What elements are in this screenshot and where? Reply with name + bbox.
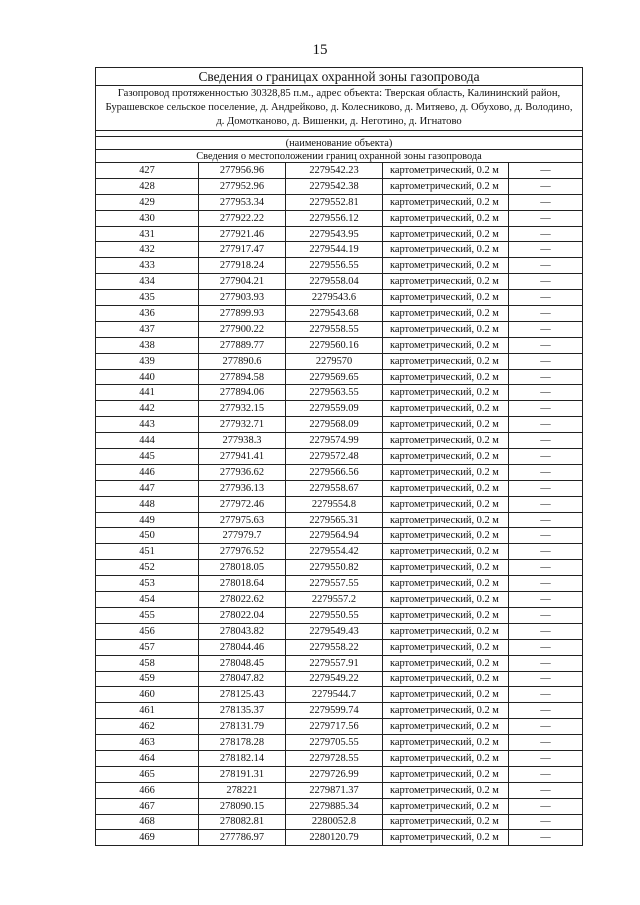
table-row — [96, 750, 583, 766]
x-coordinate-cell: 277936.13 — [199, 480, 286, 496]
description-cell: — — [509, 321, 583, 337]
description-cell: — — [509, 274, 583, 290]
point-number-cell: 436 — [96, 306, 199, 322]
y-coordinate-cell: 2279544.7 — [286, 687, 383, 703]
description-cell: — — [509, 290, 583, 306]
description-cell: — — [509, 592, 583, 608]
point-number-cell: 446 — [96, 464, 199, 480]
y-coordinate-cell: 2279565.31 — [286, 512, 383, 528]
table-row — [96, 210, 583, 226]
point-number-cell: 429 — [96, 194, 199, 210]
description-cell: — — [509, 687, 583, 703]
method-accuracy-cell: картометрический, 0.2 м — [383, 766, 509, 782]
description-cell: — — [509, 337, 583, 353]
point-number-cell: 430 — [96, 210, 199, 226]
point-number-cell: 468 — [96, 814, 199, 830]
method-accuracy-cell: картометрический, 0.2 м — [383, 163, 509, 179]
y-coordinate-cell: 2279599.74 — [286, 703, 383, 719]
method-accuracy-cell: картометрический, 0.2 м — [383, 830, 509, 846]
title-row — [96, 68, 583, 86]
table-row — [96, 306, 583, 322]
table-row — [96, 766, 583, 782]
point-number-cell: 448 — [96, 496, 199, 512]
method-accuracy-cell: картометрический, 0.2 м — [383, 353, 509, 369]
x-coordinate-cell: 277979.7 — [199, 528, 286, 544]
y-coordinate-cell: 2279560.16 — [286, 337, 383, 353]
table-row — [96, 687, 583, 703]
point-number-cell: 437 — [96, 321, 199, 337]
point-number-cell: 447 — [96, 480, 199, 496]
table-row — [96, 496, 583, 512]
y-coordinate-cell: 2279728.55 — [286, 750, 383, 766]
x-coordinate-cell: 278131.79 — [199, 719, 286, 735]
description-cell: — — [509, 385, 583, 401]
table-row — [96, 655, 583, 671]
table-row — [96, 735, 583, 751]
y-coordinate-cell: 2279572.48 — [286, 449, 383, 465]
description-cell: — — [509, 178, 583, 194]
x-coordinate-cell: 277975.63 — [199, 512, 286, 528]
method-accuracy-cell: картометрический, 0.2 м — [383, 480, 509, 496]
method-accuracy-cell: картометрический, 0.2 м — [383, 512, 509, 528]
point-number-cell: 464 — [96, 750, 199, 766]
y-coordinate-cell: 2280052.8 — [286, 814, 383, 830]
y-coordinate-cell: 2279543.95 — [286, 226, 383, 242]
y-coordinate-cell: 2279542.23 — [286, 163, 383, 179]
x-coordinate-cell: 278018.05 — [199, 560, 286, 576]
y-coordinate-cell: 2279559.09 — [286, 401, 383, 417]
description-cell: — — [509, 830, 583, 846]
x-coordinate-cell: 278125.43 — [199, 687, 286, 703]
description-cell: — — [509, 623, 583, 639]
point-number-cell: 442 — [96, 401, 199, 417]
y-coordinate-cell: 2279558.04 — [286, 274, 383, 290]
point-number-cell: 460 — [96, 687, 199, 703]
table-row — [96, 274, 583, 290]
point-number-cell: 454 — [96, 592, 199, 608]
method-accuracy-cell: картометрический, 0.2 м — [383, 369, 509, 385]
table-row — [96, 576, 583, 592]
table-row — [96, 592, 583, 608]
table-row — [96, 560, 583, 576]
y-coordinate-cell: 2279556.12 — [286, 210, 383, 226]
point-number-cell: 458 — [96, 655, 199, 671]
description-cell: — — [509, 433, 583, 449]
table-row — [96, 321, 583, 337]
point-number-cell: 434 — [96, 274, 199, 290]
description-cell: — — [509, 464, 583, 480]
table-row — [96, 163, 583, 179]
method-accuracy-cell: картометрический, 0.2 м — [383, 576, 509, 592]
y-coordinate-cell: 2279885.34 — [286, 798, 383, 814]
description-cell: — — [509, 353, 583, 369]
method-accuracy-cell: картометрический, 0.2 м — [383, 655, 509, 671]
description-cell: — — [509, 655, 583, 671]
y-coordinate-cell: 2279563.55 — [286, 385, 383, 401]
table-row — [96, 814, 583, 830]
point-number-cell: 444 — [96, 433, 199, 449]
description-cell: — — [509, 544, 583, 560]
method-accuracy-cell: картометрический, 0.2 м — [383, 194, 509, 210]
method-accuracy-cell: картометрический, 0.2 м — [383, 703, 509, 719]
table-row — [96, 782, 583, 798]
point-number-cell: 441 — [96, 385, 199, 401]
method-accuracy-cell: картометрический, 0.2 м — [383, 258, 509, 274]
point-number-cell: 451 — [96, 544, 199, 560]
description-cell: — — [509, 480, 583, 496]
method-accuracy-cell: картометрический, 0.2 м — [383, 687, 509, 703]
point-number-cell: 450 — [96, 528, 199, 544]
y-coordinate-cell: 2279552.81 — [286, 194, 383, 210]
y-coordinate-cell: 2279554.42 — [286, 544, 383, 560]
y-coordinate-cell: 2280120.79 — [286, 830, 383, 846]
description-cell: — — [509, 750, 583, 766]
x-coordinate-cell: 277786.97 — [199, 830, 286, 846]
method-accuracy-cell: картометрический, 0.2 м — [383, 782, 509, 798]
point-number-cell: 463 — [96, 735, 199, 751]
table-row — [96, 830, 583, 846]
method-accuracy-cell: картометрический, 0.2 м — [383, 210, 509, 226]
x-coordinate-cell: 277952.96 — [199, 178, 286, 194]
y-coordinate-cell: 2279564.94 — [286, 528, 383, 544]
description-cell: — — [509, 798, 583, 814]
y-coordinate-cell: 2279705.55 — [286, 735, 383, 751]
x-coordinate-cell: 278090.15 — [199, 798, 286, 814]
point-number-cell: 435 — [96, 290, 199, 306]
table-row — [96, 528, 583, 544]
description-row — [96, 86, 583, 131]
y-coordinate-cell: 2279558.67 — [286, 480, 383, 496]
x-coordinate-cell: 277894.58 — [199, 369, 286, 385]
point-number-cell: 461 — [96, 703, 199, 719]
x-coordinate-cell: 278135.37 — [199, 703, 286, 719]
table-row — [96, 385, 583, 401]
point-number-cell: 433 — [96, 258, 199, 274]
table-body — [96, 68, 583, 846]
description-cell: — — [509, 369, 583, 385]
x-coordinate-cell: 278043.82 — [199, 623, 286, 639]
table-row — [96, 544, 583, 560]
y-coordinate-cell: 2279557.2 — [286, 592, 383, 608]
description-cell: — — [509, 782, 583, 798]
y-coordinate-cell: 2279558.22 — [286, 639, 383, 655]
object-name-label: (наименование объекта) — [96, 137, 583, 150]
description-cell: — — [509, 401, 583, 417]
method-accuracy-cell: картометрический, 0.2 м — [383, 607, 509, 623]
table-row — [96, 226, 583, 242]
table-row — [96, 671, 583, 687]
method-accuracy-cell: картометрический, 0.2 м — [383, 528, 509, 544]
point-number-cell: 462 — [96, 719, 199, 735]
x-coordinate-cell: 278047.82 — [199, 671, 286, 687]
y-coordinate-cell: 2279566.56 — [286, 464, 383, 480]
method-accuracy-cell: картометрический, 0.2 м — [383, 560, 509, 576]
method-accuracy-cell: картометрический, 0.2 м — [383, 671, 509, 687]
method-accuracy-cell: картометрический, 0.2 м — [383, 449, 509, 465]
description-cell: — — [509, 576, 583, 592]
table-row — [96, 449, 583, 465]
y-coordinate-cell: 2279570 — [286, 353, 383, 369]
table-row — [96, 194, 583, 210]
description-cell: — — [509, 242, 583, 258]
point-number-cell: 432 — [96, 242, 199, 258]
method-accuracy-cell: картометрический, 0.2 м — [383, 274, 509, 290]
description-cell: — — [509, 671, 583, 687]
x-coordinate-cell: 277938.3 — [199, 433, 286, 449]
object-label-row — [96, 137, 583, 150]
table-row — [96, 719, 583, 735]
x-coordinate-cell: 277899.93 — [199, 306, 286, 322]
table-row — [96, 480, 583, 496]
x-coordinate-cell: 277918.24 — [199, 258, 286, 274]
point-number-cell: 439 — [96, 353, 199, 369]
y-coordinate-cell: 2279543.68 — [286, 306, 383, 322]
description-cell: — — [509, 258, 583, 274]
point-number-cell: 449 — [96, 512, 199, 528]
table-row — [96, 433, 583, 449]
x-coordinate-cell: 277921.46 — [199, 226, 286, 242]
method-accuracy-cell: картометрический, 0.2 м — [383, 178, 509, 194]
boundary-table — [95, 67, 583, 846]
method-accuracy-cell: картометрический, 0.2 м — [383, 226, 509, 242]
method-accuracy-cell: картометрический, 0.2 м — [383, 798, 509, 814]
x-coordinate-cell: 277972.46 — [199, 496, 286, 512]
method-accuracy-cell: картометрический, 0.2 м — [383, 385, 509, 401]
method-accuracy-cell: картометрический, 0.2 м — [383, 639, 509, 655]
description-cell: — — [509, 210, 583, 226]
description-cell: — — [509, 449, 583, 465]
table-row — [96, 607, 583, 623]
description-cell: — — [509, 719, 583, 735]
x-coordinate-cell: 277922.22 — [199, 210, 286, 226]
point-number-cell: 440 — [96, 369, 199, 385]
point-number-cell: 431 — [96, 226, 199, 242]
table-row — [96, 623, 583, 639]
x-coordinate-cell: 277917.47 — [199, 242, 286, 258]
point-number-cell: 453 — [96, 576, 199, 592]
x-coordinate-cell: 278018.64 — [199, 576, 286, 592]
y-coordinate-cell: 2279550.55 — [286, 607, 383, 623]
point-number-cell: 427 — [96, 163, 199, 179]
y-coordinate-cell: 2279557.55 — [286, 576, 383, 592]
y-coordinate-cell: 2279568.09 — [286, 417, 383, 433]
point-number-cell: 467 — [96, 798, 199, 814]
page-number: 15 — [312, 42, 328, 58]
y-coordinate-cell: 2279717.56 — [286, 719, 383, 735]
point-number-cell: 438 — [96, 337, 199, 353]
description-cell: — — [509, 735, 583, 751]
x-coordinate-cell: 278022.62 — [199, 592, 286, 608]
point-number-cell: 452 — [96, 560, 199, 576]
x-coordinate-cell: 278221 — [199, 782, 286, 798]
description-cell: — — [509, 639, 583, 655]
table-row — [96, 178, 583, 194]
point-number-cell: 459 — [96, 671, 199, 687]
table-row — [96, 242, 583, 258]
y-coordinate-cell: 2279549.43 — [286, 623, 383, 639]
x-coordinate-cell: 277932.15 — [199, 401, 286, 417]
point-number-cell: 469 — [96, 830, 199, 846]
table-row — [96, 417, 583, 433]
description-cell: — — [509, 607, 583, 623]
table-row — [96, 798, 583, 814]
method-accuracy-cell: картометрический, 0.2 м — [383, 592, 509, 608]
point-number-cell: 443 — [96, 417, 199, 433]
description-cell: — — [509, 512, 583, 528]
y-coordinate-cell: 2279544.19 — [286, 242, 383, 258]
y-coordinate-cell: 2279554.8 — [286, 496, 383, 512]
method-accuracy-cell: картометрический, 0.2 м — [383, 750, 509, 766]
y-coordinate-cell: 2279557.91 — [286, 655, 383, 671]
table-row — [96, 512, 583, 528]
method-accuracy-cell: картометрический, 0.2 м — [383, 290, 509, 306]
table-title: Сведения о границах охранной зоны газопровода — [96, 68, 583, 86]
description-cell: — — [509, 766, 583, 782]
x-coordinate-cell: 278082.81 — [199, 814, 286, 830]
point-number-cell: 456 — [96, 623, 199, 639]
description-cell: — — [509, 560, 583, 576]
table-row — [96, 258, 583, 274]
x-coordinate-cell: 278022.04 — [199, 607, 286, 623]
point-number-cell: 445 — [96, 449, 199, 465]
point-number-cell: 466 — [96, 782, 199, 798]
method-accuracy-cell: картометрический, 0.2 м — [383, 337, 509, 353]
y-coordinate-cell: 2279871.37 — [286, 782, 383, 798]
table-row — [96, 353, 583, 369]
method-accuracy-cell: картометрический, 0.2 м — [383, 306, 509, 322]
table-row — [96, 703, 583, 719]
point-number-cell: 465 — [96, 766, 199, 782]
description-cell: — — [509, 528, 583, 544]
method-accuracy-cell: картометрический, 0.2 м — [383, 433, 509, 449]
x-coordinate-cell: 277890.6 — [199, 353, 286, 369]
y-coordinate-cell: 2279569.65 — [286, 369, 383, 385]
table-row — [96, 369, 583, 385]
method-accuracy-cell: картометрический, 0.2 м — [383, 623, 509, 639]
x-coordinate-cell: 277900.22 — [199, 321, 286, 337]
y-coordinate-cell: 2279543.6 — [286, 290, 383, 306]
x-coordinate-cell: 278048.45 — [199, 655, 286, 671]
y-coordinate-cell: 2279726.99 — [286, 766, 383, 782]
x-coordinate-cell: 278191.31 — [199, 766, 286, 782]
section-header: Сведения о местоположении границ охранной зоны газопровода — [96, 150, 583, 163]
x-coordinate-cell: 277904.21 — [199, 274, 286, 290]
point-number-cell: 455 — [96, 607, 199, 623]
method-accuracy-cell: картометрический, 0.2 м — [383, 417, 509, 433]
method-accuracy-cell: картометрический, 0.2 м — [383, 464, 509, 480]
table-row — [96, 290, 583, 306]
x-coordinate-cell: 277932.71 — [199, 417, 286, 433]
method-accuracy-cell: картометрический, 0.2 м — [383, 321, 509, 337]
x-coordinate-cell: 277903.93 — [199, 290, 286, 306]
x-coordinate-cell: 277941.41 — [199, 449, 286, 465]
y-coordinate-cell: 2279556.55 — [286, 258, 383, 274]
y-coordinate-cell: 2279550.82 — [286, 560, 383, 576]
y-coordinate-cell: 2279558.55 — [286, 321, 383, 337]
method-accuracy-cell: картометрический, 0.2 м — [383, 719, 509, 735]
method-accuracy-cell: картометрический, 0.2 м — [383, 814, 509, 830]
method-accuracy-cell: картометрический, 0.2 м — [383, 242, 509, 258]
section-header-row — [96, 150, 583, 163]
object-description: Газопровод протяженностью 30328,85 п.м., адрес объекта: Тверская область, Калининский район, Бурашевское сельское поселение, д. Андрейково, д. Колесниково, д. Митяево, д. Обухово, д. Володино, д. Домотканово, д. Вишенки, д. Неготино, д. Игнатово — [96, 86, 583, 131]
y-coordinate-cell: 2279549.22 — [286, 671, 383, 687]
x-coordinate-cell: 278182.14 — [199, 750, 286, 766]
table-row — [96, 337, 583, 353]
method-accuracy-cell: картометрический, 0.2 м — [383, 401, 509, 417]
x-coordinate-cell: 278044.46 — [199, 639, 286, 655]
method-accuracy-cell: картометрический, 0.2 м — [383, 496, 509, 512]
description-cell: — — [509, 496, 583, 512]
description-cell: — — [509, 226, 583, 242]
table-row — [96, 639, 583, 655]
x-coordinate-cell: 277953.34 — [199, 194, 286, 210]
point-number-cell: 428 — [96, 178, 199, 194]
description-cell: — — [509, 814, 583, 830]
table-row — [96, 401, 583, 417]
x-coordinate-cell: 277936.62 — [199, 464, 286, 480]
y-coordinate-cell: 2279574.99 — [286, 433, 383, 449]
description-cell: — — [509, 703, 583, 719]
description-cell: — — [509, 163, 583, 179]
point-number-cell: 457 — [96, 639, 199, 655]
description-cell: — — [509, 417, 583, 433]
table-row — [96, 464, 583, 480]
y-coordinate-cell: 2279542.38 — [286, 178, 383, 194]
x-coordinate-cell: 278178.28 — [199, 735, 286, 751]
method-accuracy-cell: картометрический, 0.2 м — [383, 735, 509, 751]
x-coordinate-cell: 277976.52 — [199, 544, 286, 560]
x-coordinate-cell: 277956.96 — [199, 163, 286, 179]
x-coordinate-cell: 277889.77 — [199, 337, 286, 353]
description-cell: — — [509, 306, 583, 322]
description-cell: — — [509, 194, 583, 210]
x-coordinate-cell: 277894.06 — [199, 385, 286, 401]
method-accuracy-cell: картометрический, 0.2 м — [383, 544, 509, 560]
